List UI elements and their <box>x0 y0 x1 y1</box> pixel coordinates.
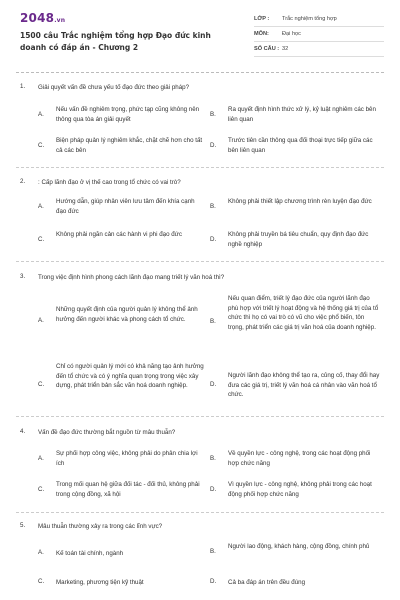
option-d[interactable] <box>210 230 380 252</box>
option-text: Trước tiên cần thông qua đối thoại trực tiếp giữa các bên liên quan <box>228 137 373 154</box>
meta-row-class <box>254 12 384 27</box>
option-c[interactable] <box>38 362 208 408</box>
meta-key: LỚP : <box>254 16 270 22</box>
meta-row-count <box>254 42 384 57</box>
question-text: : Cấp lãnh đạo ở vị thế cao trong tổ chức có vai trò? <box>38 179 181 186</box>
option-text: Biện pháp quản lý nghiêm khắc, chặt chẽ hơn cho tất cả các bên <box>56 137 203 154</box>
option-d[interactable] <box>210 480 380 502</box>
option-letter: B. <box>210 455 216 462</box>
option-b[interactable] <box>210 197 380 219</box>
question-number: 2. <box>20 178 26 185</box>
question-divider <box>16 167 384 168</box>
option-text: Chỉ có người quản lý mới có khả năng tạo ảnh hưởng đến tổ chức và có ý nghĩa quan trọng trong việc xây dựng, phát triển bản sắc văn hoá doanh nghiệp. <box>56 363 204 389</box>
meta-key: MÔN: <box>254 31 269 37</box>
option-letter: A. <box>38 317 44 324</box>
question-text: Giải quyết vấn đề chưa yếu tố đạo đức theo giải pháp? <box>38 84 190 91</box>
option-letter: A. <box>38 203 44 210</box>
meta-value: Đại học <box>282 31 301 37</box>
option-text: Vì quyền lực - công nghệ, không phải trong các hoạt động phối hợp chức năng <box>228 481 372 498</box>
option-d[interactable] <box>210 136 380 158</box>
meta-value: 32 <box>282 46 289 52</box>
option-b[interactable] <box>210 449 380 471</box>
option-text: Không phải truyền bá tiêu chuẩn, quy định đạo đức nghề nghiệp <box>228 231 369 248</box>
question-number: 3. <box>20 273 26 280</box>
option-letter: B. <box>210 548 216 555</box>
option-d[interactable] <box>210 371 380 401</box>
option-letter: C. <box>38 486 45 493</box>
option-c[interactable] <box>38 577 208 589</box>
option-text: Về quyền lực - công nghệ, trong các hoạt động phối hợp chức năng <box>228 450 371 467</box>
meta-value: Trắc nghiệm tổng hợp <box>282 16 337 22</box>
option-text: Hướng dẫn, giúp nhân viên lưu tâm đến khía cạnh đạo đức <box>56 198 195 215</box>
logo-suffix: .vn <box>54 17 66 24</box>
option-d[interactable] <box>210 577 380 589</box>
option-text: Những quyết định của người quản lý không thể ảnh hưởng đến người khác và phong cách tổ chức. <box>56 306 198 323</box>
option-text: Ra quyết định hình thức xử lý, kỷ luật nghiêm các bên liên quan <box>228 106 376 123</box>
option-text: Sự phối hợp công việc, không phải do phân chia lợi ích <box>56 450 198 467</box>
option-a[interactable] <box>38 449 208 471</box>
logo-main: 2048 <box>20 11 55 25</box>
option-text: Kế toán tài chính, ngành <box>56 550 124 557</box>
option-letter: A. <box>38 111 44 118</box>
option-c[interactable] <box>38 136 208 158</box>
meta-table <box>254 12 384 57</box>
option-letter: B. <box>210 111 216 118</box>
option-a[interactable] <box>38 197 208 219</box>
question-number: 1. <box>20 83 26 90</box>
question-text: Mâu thuẫn thường xảy ra trong các lĩnh vực? <box>38 523 163 530</box>
question-number: 5. <box>20 522 26 529</box>
option-c[interactable] <box>38 230 208 252</box>
document-title: 1500 câu Trắc nghiệm tổng hợp Đạo đức kinh doanh có đáp án - Chương 2 <box>20 31 211 52</box>
question-text: Trong việc định hình phong cách lãnh đạo mang triết lý văn hoá thì? <box>38 274 225 281</box>
option-text: Người lãnh đạo không thể tạo ra, củng cố, thay đổi hay đưa các giá trị, triết lý văn hoá cá nhân vào văn hoá tổ chức. <box>228 372 380 398</box>
option-letter: A. <box>38 549 44 556</box>
meta-key: SỐ CÂU : <box>254 46 280 52</box>
option-a[interactable] <box>38 548 208 560</box>
header-divider <box>16 72 384 73</box>
option-letter: D. <box>210 486 217 493</box>
question-divider <box>16 512 384 513</box>
option-b[interactable] <box>210 105 380 127</box>
option-text: Không phải thiết lập chương trình rèn luyện đạo đức <box>228 198 372 205</box>
option-text: Người lao động, khách hàng, cộng đồng, chính phủ <box>228 543 370 550</box>
option-b[interactable] <box>210 542 380 564</box>
option-a[interactable] <box>38 105 208 127</box>
meta-row-subject <box>254 27 384 42</box>
question-number: 4. <box>20 428 26 435</box>
option-letter: C. <box>38 381 45 388</box>
option-letter: B. <box>210 318 216 325</box>
site-logo[interactable] <box>20 11 65 25</box>
option-c[interactable] <box>38 480 208 502</box>
option-a[interactable] <box>38 305 208 341</box>
option-text: Nếu vấn đề nghiêm trọng, phức tạp cũng không nên thông qua tòa án giải quyết <box>56 106 200 123</box>
option-letter: C. <box>38 236 45 243</box>
question-divider <box>16 261 384 262</box>
option-letter: B. <box>210 203 216 210</box>
option-letter: C. <box>38 578 45 585</box>
option-letter: D. <box>210 142 217 149</box>
option-letter: D. <box>210 236 217 243</box>
option-text: Không phải ngăn cản các hành vi phi đạo đức <box>56 231 182 238</box>
option-letter: C. <box>38 142 45 149</box>
question-divider <box>16 416 384 417</box>
question-text: Vấn đề đạo đức thường bắt nguồn từ mâu thuẫn? <box>38 429 176 436</box>
option-text: Nếu quan điểm, triết lý đạo đức của người lãnh đạo phù hợp với triết lý hoạt động và hệ thống giá trị của tổ chức thì họ có vai trò có vũ cho việc phổ biến, tôn trọng, phát triển các giá trị văn hoá của doanh nghiệp. <box>228 295 379 331</box>
option-letter: D. <box>210 381 217 388</box>
option-letter: D. <box>210 578 217 585</box>
option-text: Trong mối quan hệ giữa đối tác - đối thủ, không phải trong cộng đồng, xã hội <box>56 481 200 498</box>
option-b[interactable] <box>210 294 380 354</box>
document-header <box>0 0 400 70</box>
option-text: Marketing, phương tiện kỹ thuật <box>56 579 144 586</box>
option-letter: A. <box>38 455 44 462</box>
option-text: Cả ba đáp án trên đều đúng <box>228 579 306 586</box>
